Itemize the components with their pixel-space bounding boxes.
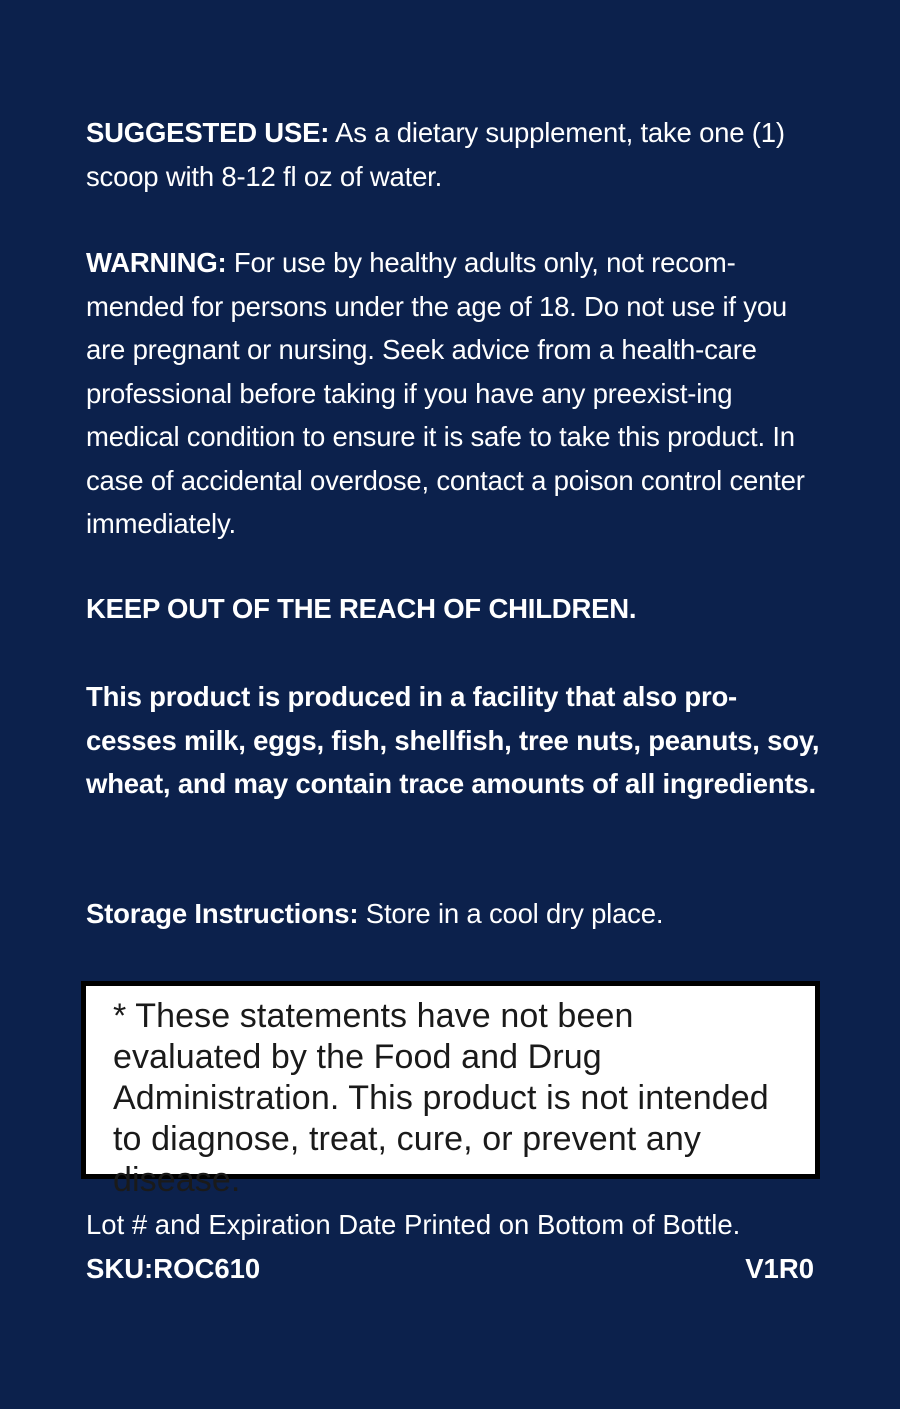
suggested-use-section: [86, 111, 821, 198]
allergen-statement: This product is produced in a facility that also pro-cesses milk, eggs, fish, shellfish, tree nuts, peanuts, soy, wheat, and may contain trace amounts of all ingredients.: [86, 681, 820, 799]
suggested-use-heading: SUGGESTED USE:: [86, 117, 330, 148]
warning-text: For use by healthy adults only, not recom-mended for persons under the age of 18. Do not use if you are pregnant or nursing. Seek advice from a health-care professional before taking if you have any preexist-ing medical condition to ensure it is safe to take this product. In case of accidental overdose, contact a poison control center immediately.: [86, 247, 805, 539]
warning-heading: WARNING:: [86, 247, 227, 278]
fda-disclaimer-box: * These statements have not been evaluated by the Food and Drug Administration. This product is not intended to diagnose, treat, cure, or prevent any disease.: [81, 981, 820, 1179]
keep-out-of-reach-notice: KEEP OUT OF THE REACH OF CHILDREN.: [86, 593, 637, 624]
version-code: V1R0: [745, 1253, 814, 1284]
storage-heading: Storage Instructions:: [86, 898, 359, 929]
storage-section: [86, 892, 821, 936]
sku-version-row: [86, 1247, 814, 1290]
suggested-use-text: As a dietary supplement, take one (1) scoop with 8-12 fl oz of water.: [86, 117, 785, 192]
sku-code: SKU:ROC610: [86, 1253, 261, 1284]
warning-section: [86, 241, 821, 546]
lot-expiration-note: Lot # and Expiration Date Printed on Bottom of Bottle.: [86, 1209, 741, 1240]
storage-text: Store in a cool dry place.: [358, 898, 664, 929]
